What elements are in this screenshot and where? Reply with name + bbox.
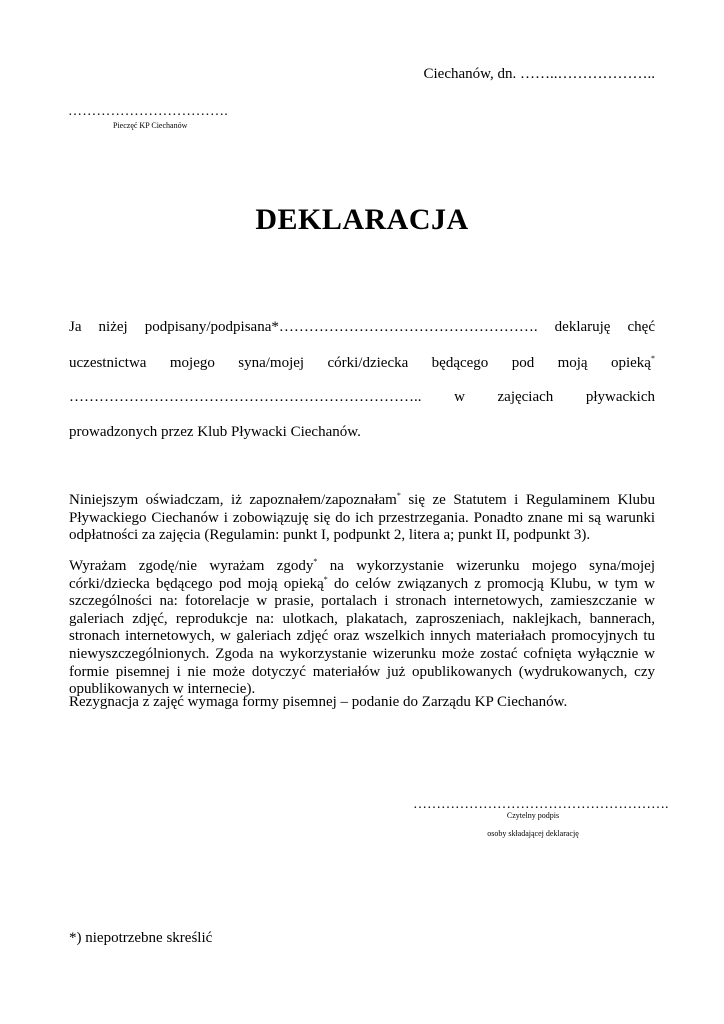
word: uczestnictwa bbox=[69, 355, 147, 371]
word: córki/dziecka bbox=[327, 355, 409, 371]
word: pływackich bbox=[585, 389, 655, 405]
declaration-line-4 bbox=[69, 424, 655, 441]
word: moją bbox=[557, 355, 588, 371]
word: mojego bbox=[169, 355, 215, 371]
paragraph-text: się ze Statutem i Regulaminem Klubu Pływackiego Ciechanów i zobowiązuję się do ich przestrzegania. Ponadto znane mi są warunki odpłatności za zajęcia (Regulamin: punkt I, podpunkt 2, litera a; punkt II, podpunkt 3). bbox=[69, 492, 655, 544]
paragraph-text: Niniejszym oświadczam, iż zapoznałem/zapoznałam bbox=[69, 492, 397, 508]
declaration-line-4-text: prowadzonych przez Klub Pływacki Ciechanów. bbox=[69, 424, 361, 440]
name-fill-field: podpisany/podpisana*……………………………………………. bbox=[144, 319, 538, 335]
footnote-marker: * bbox=[313, 557, 318, 566]
word: Ja bbox=[69, 319, 82, 335]
signature-label: Czytelny podpis bbox=[506, 811, 560, 820]
stamp-placeholder-dots: ……………………………. bbox=[68, 104, 228, 119]
paragraph-text: na wykorzystanie wizerunku mojego syna/mojej córki/dziecka będącego pod moją opieką bbox=[69, 558, 655, 592]
word: zajęciach bbox=[497, 389, 554, 405]
word: syna/mojej bbox=[238, 355, 305, 371]
declaration-line-2 bbox=[69, 355, 655, 372]
child-name-fill-field: …………………………………………………………….. bbox=[69, 389, 422, 405]
word: pod bbox=[511, 355, 535, 371]
signature-placeholder-dots: ………………………………………………. bbox=[413, 797, 669, 812]
word: opieką bbox=[610, 355, 651, 371]
place-date-line: Ciechanów, dn. ……..……………….. bbox=[423, 66, 655, 82]
declaration-line-1 bbox=[69, 319, 655, 336]
word: chęć bbox=[627, 319, 655, 335]
declaration-line-3 bbox=[69, 389, 655, 406]
word-with-footnote bbox=[611, 355, 655, 372]
image-consent-paragraph bbox=[69, 558, 655, 699]
word: deklaruję bbox=[554, 319, 611, 335]
statute-paragraph bbox=[69, 492, 655, 545]
word: niżej bbox=[98, 319, 128, 335]
word: w bbox=[454, 389, 465, 405]
stamp-label: Pieczęć KP Ciechanów bbox=[113, 121, 188, 130]
footnote-marker: * bbox=[650, 354, 655, 363]
footnote-marker: * bbox=[323, 574, 328, 584]
word: będącego bbox=[431, 355, 489, 371]
paragraph-text: Wyrażam zgodę/nie wyrażam zgody bbox=[69, 558, 314, 574]
document-title: DEKLARACJA bbox=[255, 203, 469, 236]
footnote: *) niepotrzebne skreślić bbox=[69, 930, 213, 946]
signature-sublabel: osoby składającej deklarację bbox=[487, 829, 579, 838]
footnote-marker: * bbox=[396, 491, 401, 500]
resignation-paragraph: Rezygnacja z zajęć wymaga formy pisemnej – podanie do Zarządu KP Ciechanów. bbox=[69, 694, 568, 710]
paragraph-text: do celów związanych z promocją Klubu, w tym w szczególności na: fotorelacje w prasie, portalach i stronach internetowych, zamieszczanie w galeriach zdjęć, reprodukcje na: ulotkach, plakatach, zaproszeniach, naklejkach, bannerach, stronach internetowych, w galeriach zdjęć oraz wszelkich innych materiałach promocyjnych tu niewyszczególnionych. Zgoda na wykorzystanie wizerunku może zostać cofnięta wyłącznie w formie pisemnej i nie może dotyczyć materiałów już opublikowanych (wydrukowanych, czy opublikowanych w internecie). bbox=[69, 575, 655, 698]
